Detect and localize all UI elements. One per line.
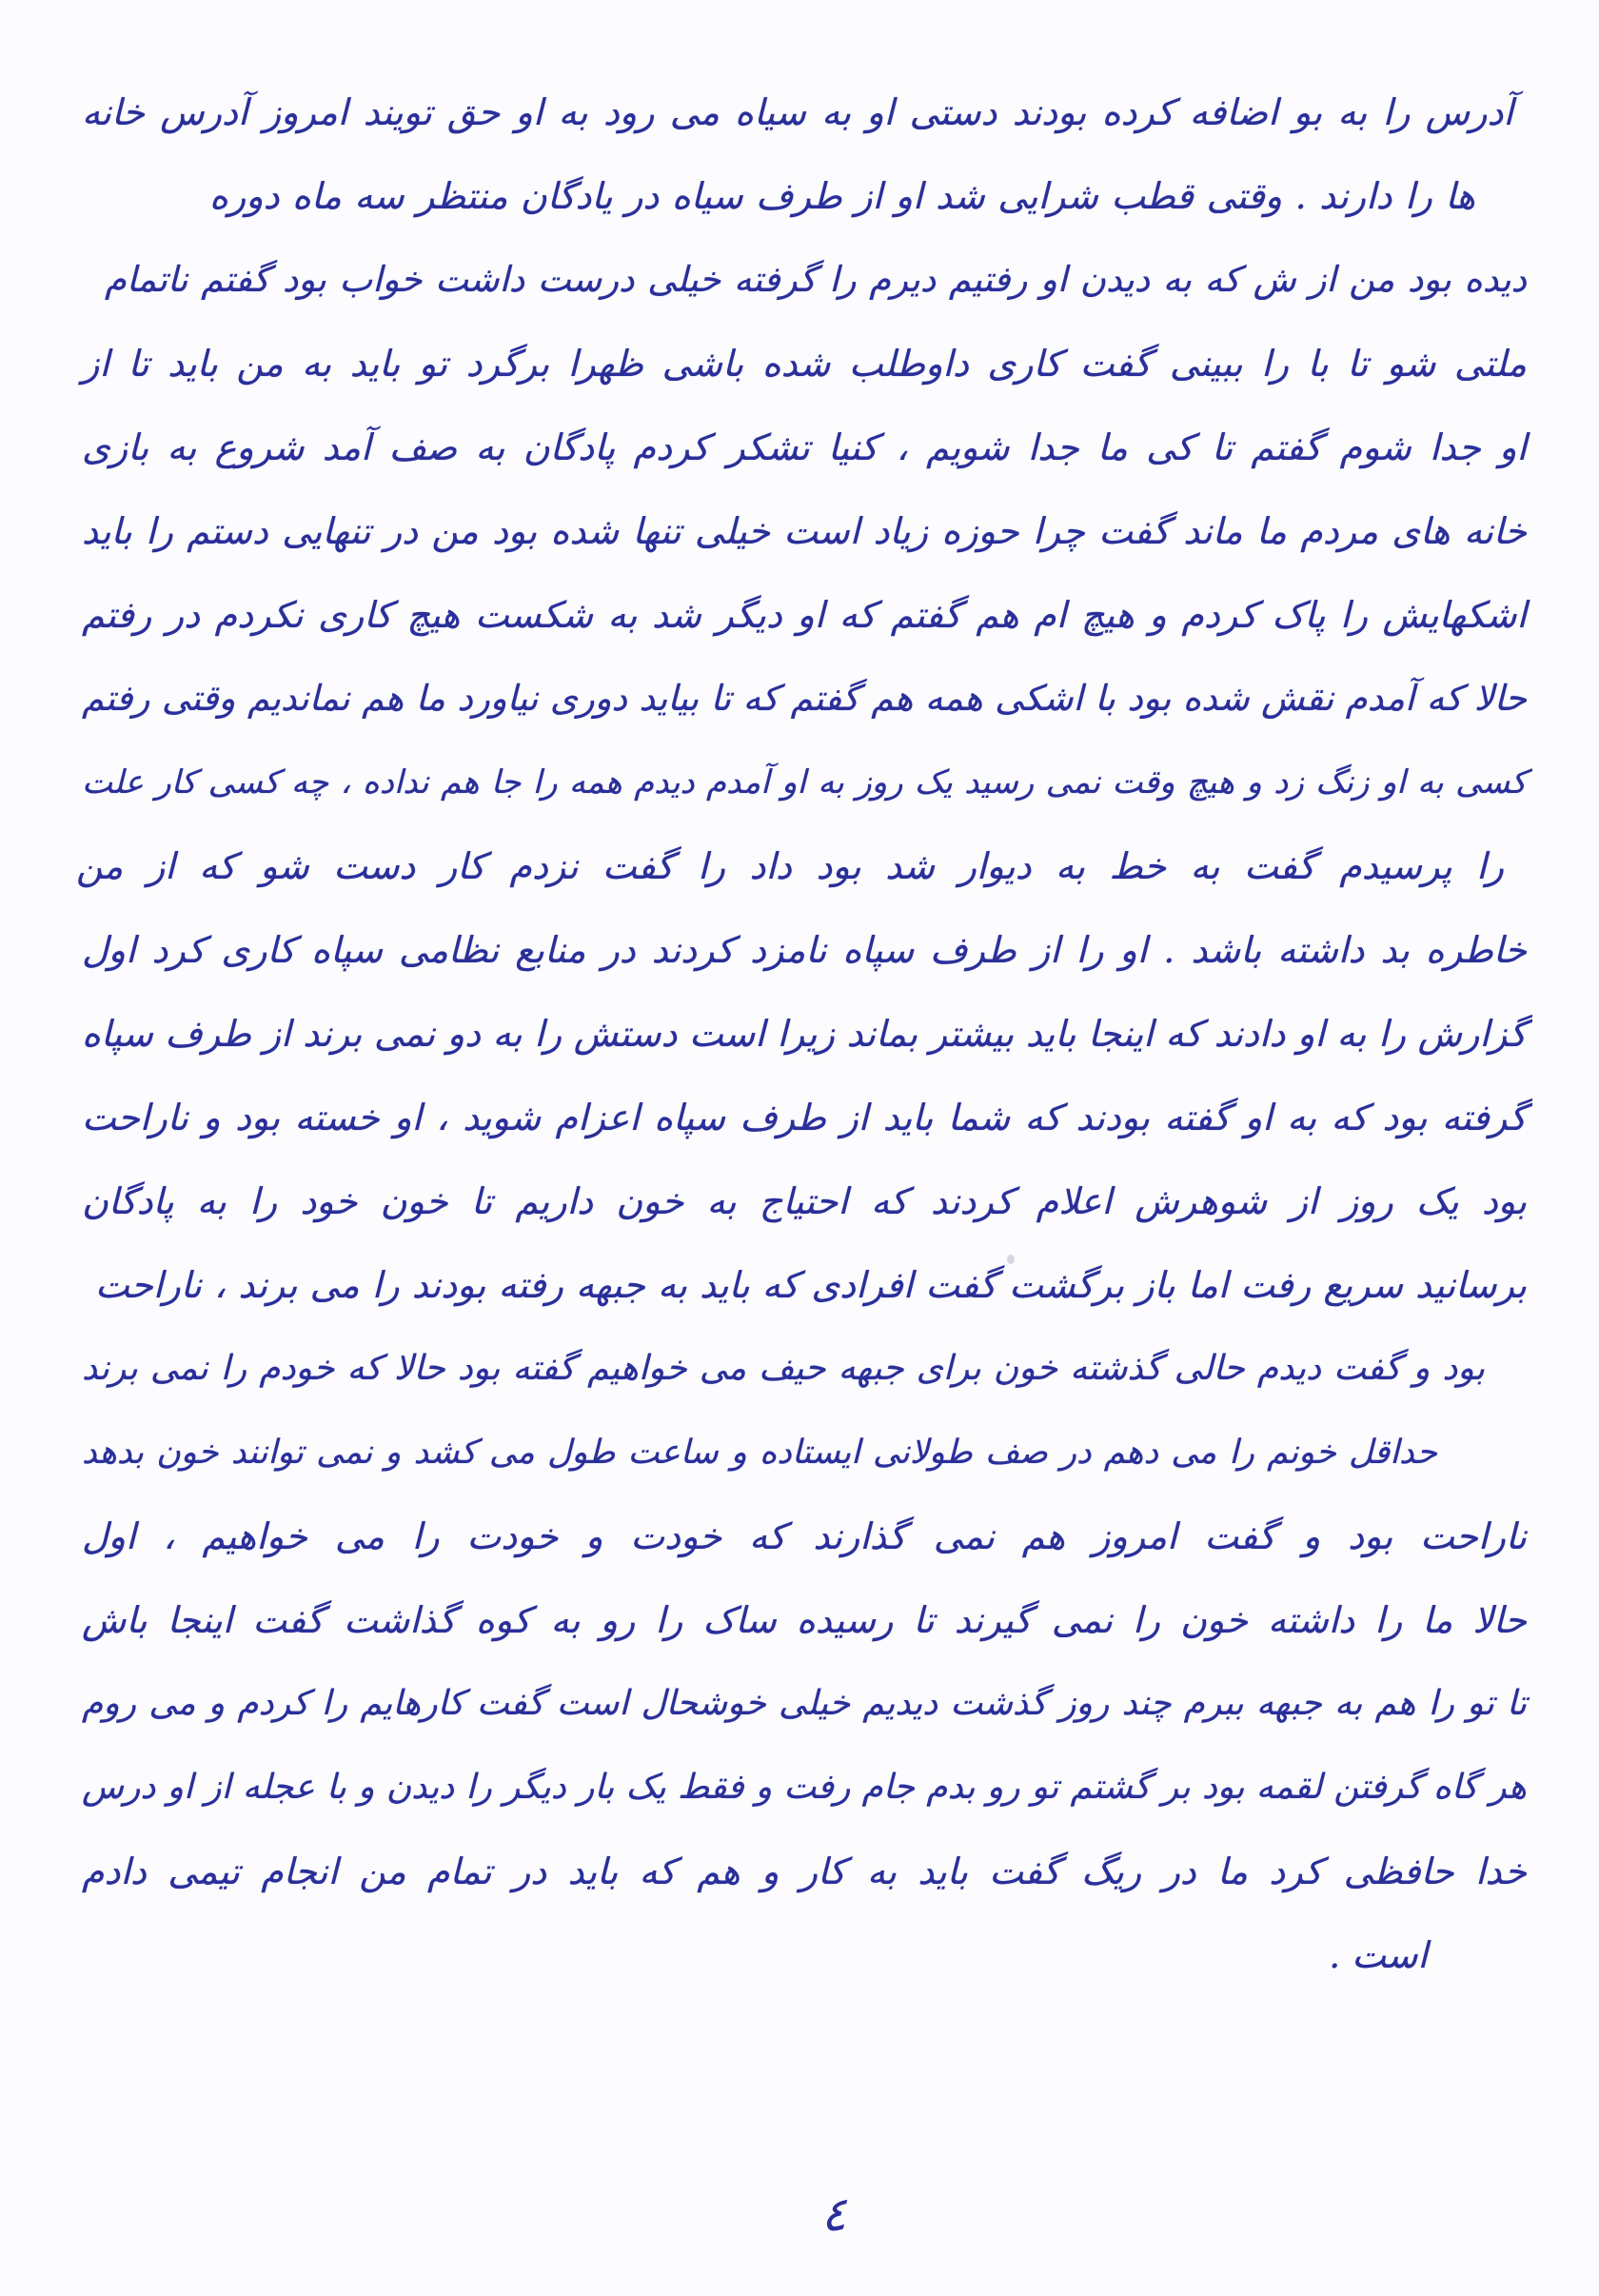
text-line-11: خاطره بد داشته باشد . او را از طرف سپاه نامزد کردند در منابع نظامی سپاه کاری کرد اول <box>82 929 1527 971</box>
text-line-6: خانه های مردم ما ماند گفت چرا حوزه زیاد است خیلی تنها شده بود من در تنهایی دستم را باید <box>82 510 1527 552</box>
text-line-7: اشکهایش را پاک کردم و هیچ ام هم گفتم که او دیگر شد به شکست هیچ کاری نکردم در رفتم <box>82 594 1527 636</box>
text-line-14: بود یک روز از شوهرش اعلام کردند که احتیاج به خون داریم تا خون خود را به پادگان <box>82 1180 1527 1222</box>
handwritten-text-block <box>76 70 1532 1997</box>
ink-smudge <box>1007 1255 1015 1264</box>
text-line-19: حالا ما را داشته خون را نمی گیرند تا رسیده ساک را رو به کوه گذاشت گفت اینجا باش <box>82 1599 1527 1641</box>
text-line-22: خدا حافظی کرد ما در ریگ گفت باید به کار و هم که باید در تمام من انجام تیمی دادم <box>82 1851 1527 1892</box>
text-line-20: تا تو را هم به جبهه ببرم چند روز گذشت دیدیم خیلی خوشحال است گفت کارهایم را کردم و می روم <box>82 1684 1527 1723</box>
page-number: ٤ <box>820 2187 847 2242</box>
text-line-15: برسانید سریع رفت اما باز برگشت گفت افرادی که باید به جبهه رفته بودند را می برند ، ناراحت <box>95 1264 1527 1306</box>
text-line-3: دیده بود من از ش که به دیدن او رفتیم دیرم را گرفته خیلی درست داشت خواب بود گفتم ناتمام <box>105 259 1527 300</box>
text-line-17: حداقل خونم را می دهم در صف طولانی ایستاده و ساعت طول می کشد و نمی توانند خون بدهد <box>82 1434 1437 1472</box>
text-line-10: را پرسیدم گفت به خط به دیوار شد بود داد را گفت نزدم کار دست شو که از من <box>76 845 1504 887</box>
text-line-23: است . <box>1329 1934 1428 1976</box>
text-line-9: کسی به او زنگ زد و هیچ وقت نمی رسید یک روز به او آمدم دیدم همه را جا هم نداده ، چه کسی کار علت <box>82 763 1527 802</box>
text-line-18: ناراحت بود و گفت امروز هم نمی گذارند که خودت و خودت را می خواهیم ، اول <box>82 1515 1527 1557</box>
text-line-16: بود و گفت دیدم حالی گذشته خون برای جبهه حیف می خواهیم گفته بود حالا که خودم را نمی برند <box>82 1349 1485 1388</box>
text-line-1: آدرس را به بو اضافه کرده بودند دستی او به سیاه می رود به او حق تویند امروز آدرس خانه <box>82 91 1513 133</box>
text-line-4: ملتی شو تا با را ببینی گفت کاری داوطلب شده باشی ظهرا برگرد تو باید به من باید تا از <box>82 343 1527 385</box>
text-line-13: گرفته بود که به او گفته بودند که شما باید از طرف سپاه اعزام شوید ، او خسته بود و ناراحت <box>82 1097 1527 1138</box>
text-line-8: حالا که آمدم نقش شده بود با اشکی همه هم گفتم که تا بیاید دوری نیاورد ما هم نماندیم وقتی رفتم <box>82 678 1527 719</box>
text-line-21: هر گاه گرفتن لقمه بود بر گشتم تو رو بدم جام رفت و فقط یک بار دیگر را دیدن و با عجله از او درس <box>82 1768 1527 1807</box>
text-line-12: گزارش را به او دادند که اینجا باید بیشتر بماند زیرا است دستش را به دو نمی برند از طرف سپاه <box>82 1013 1527 1055</box>
text-line-5: او جدا شوم گفتم تا کی ما جدا شویم ، کنیا تشکر کردم پادگان به صف آمد شروع به بازی <box>82 426 1528 468</box>
text-line-2: ها را دارند . وقتی قطب شرایی شد او از طرف سیاه در یادگان منتظر سه ماه دوره <box>209 175 1475 217</box>
